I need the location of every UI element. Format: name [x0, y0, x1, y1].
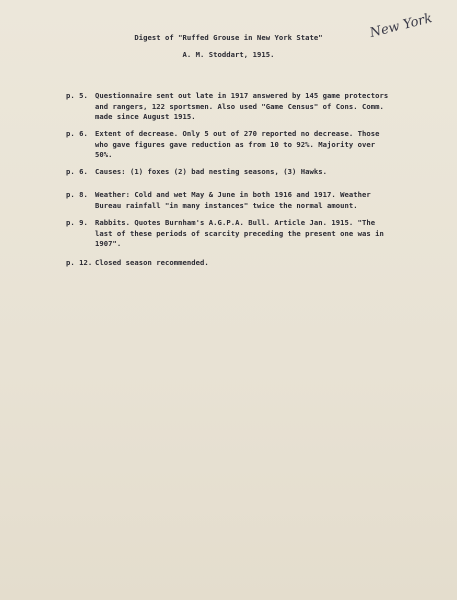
page-reference: p. 12.	[66, 258, 93, 267]
handwritten-annotation: New York	[368, 11, 434, 41]
entry-text: Extent of decrease. Only 5 out of 270 reported no decrease. Those who gave figures gave reduction as from 10 to 92%. Majority over 50%.	[95, 129, 380, 159]
page-reference: p. 9.	[66, 218, 88, 227]
document-author: A. M. Stoddart, 1915.	[182, 50, 275, 59]
page-reference: p. 5.	[66, 91, 88, 100]
entry-text: Rabbits. Quotes Burnham's A.G.P.A. Bull. Article Jan. 1915. "The last of these periods of scarcity preceding the present one was in 1907".	[95, 218, 384, 248]
entry-text: Weather: Cold and wet May & June in both 1916 and 1917. Weather Bureau rainfall "in many instances" twice the normal amount.	[95, 190, 371, 210]
entry-text: Closed season recommended.	[95, 258, 209, 267]
page-reference: p. 8.	[66, 190, 88, 199]
document-title: Digest of "Ruffed Grouse in New York State"	[134, 33, 323, 42]
entry-text: Causes: (1) foxes (2) bad nesting seasons, (3) Hawks.	[95, 167, 327, 176]
page-reference: p. 6.	[66, 129, 88, 138]
entry-text: Questionnaire sent out late in 1917 answered by 145 game protectors and rangers, 122 sportsmen. Also used "Game Census" of Cons. Comm. made since August 1915.	[95, 91, 389, 121]
page-reference: p. 6.	[66, 167, 88, 176]
